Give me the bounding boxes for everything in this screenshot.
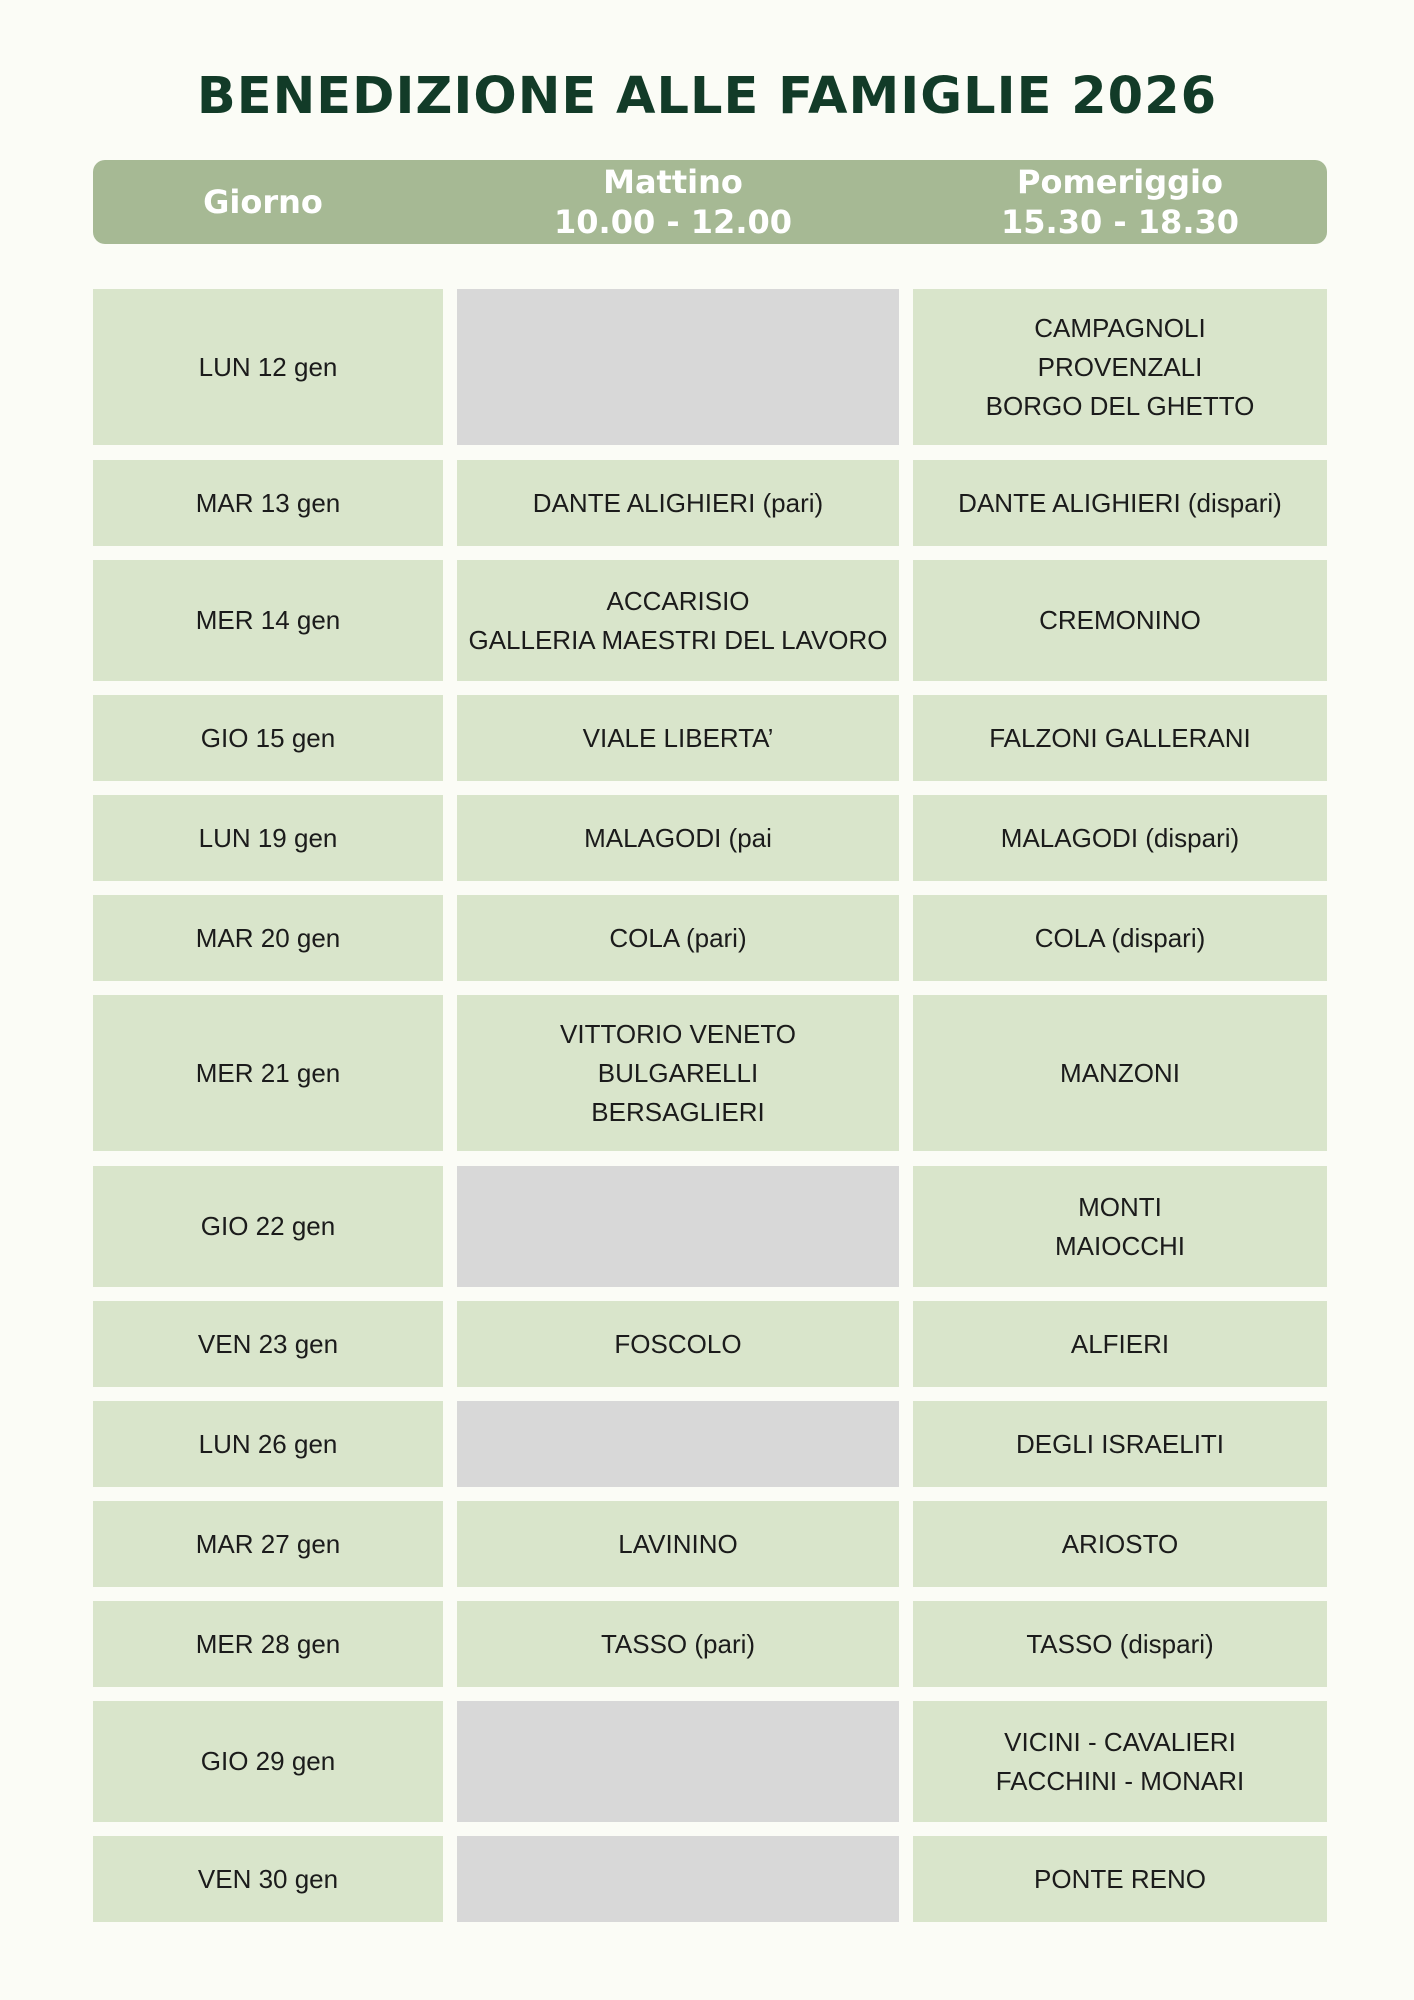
afternoon-cell-line: BORGO DEL GHETTO (985, 390, 1255, 421)
day-label: MAR 13 gen (195, 487, 341, 518)
table-row (93, 560, 1327, 681)
afternoon-cell (913, 1601, 1327, 1687)
afternoon-cell-line: COLA (dispari) (1034, 922, 1206, 953)
day-cell (93, 1501, 443, 1587)
morning-cell-line: BERSAGLIERI (591, 1096, 765, 1127)
header-afternoon-label: Pomeriggio (1017, 163, 1223, 201)
header-afternoon-time: 15.30 - 18.30 (1001, 203, 1239, 241)
day-cell (93, 895, 443, 981)
day-cell (93, 1401, 443, 1487)
table-row (93, 995, 1327, 1151)
morning-cell-line: LAVININO (618, 1528, 738, 1559)
day-cell (93, 560, 443, 681)
afternoon-cell (913, 1836, 1327, 1922)
day-label: GIO 29 gen (200, 1746, 336, 1776)
table-row (93, 1601, 1327, 1687)
afternoon-cell-line: ALFIERI (1070, 1328, 1170, 1359)
table-row (93, 1166, 1327, 1287)
header-day-label: Giorno (203, 183, 323, 221)
afternoon-cell (913, 895, 1327, 981)
afternoon-cell-line: MAIOCCHI (1055, 1230, 1185, 1261)
day-label: LUN 26 gen (198, 1428, 338, 1459)
table-row (93, 1836, 1327, 1922)
afternoon-cell (913, 1501, 1327, 1587)
day-cell (93, 1166, 443, 1287)
morning-cell-line: GALLERIA MAESTRI DEL LAVORO (468, 624, 888, 655)
afternoon-cell-line: FALZONI GALLERANI (989, 722, 1251, 753)
afternoon-cell (913, 795, 1327, 881)
morning-cell (457, 460, 899, 546)
page-title: BENEDIZIONE ALLE FAMIGLIE 2026 (196, 67, 1218, 126)
day-cell (93, 995, 443, 1151)
afternoon-cell-line: CREMONINO (1039, 605, 1201, 635)
day-label: VEN 23 gen (197, 1328, 339, 1359)
morning-cell (457, 995, 899, 1151)
day-cell (93, 1836, 443, 1922)
day-cell (93, 289, 443, 445)
table-row (93, 895, 1327, 981)
day-cell (93, 695, 443, 781)
morning-cell (457, 1836, 899, 1922)
table-row (93, 695, 1327, 781)
afternoon-cell-line: TASSO (dispari) (1026, 1628, 1214, 1659)
afternoon-cell (913, 289, 1327, 445)
afternoon-cell (913, 1301, 1327, 1387)
morning-cell-line: ACCARISIO (606, 585, 750, 616)
morning-cell (457, 1701, 899, 1822)
table-row (93, 1401, 1327, 1487)
afternoon-cell-line: FACCHINI - MONARI (995, 1765, 1245, 1796)
morning-cell (457, 695, 899, 781)
afternoon-cell-line: ARIOSTO (1061, 1528, 1179, 1559)
day-cell (93, 460, 443, 546)
morning-cell-line: VITTORIO VENETO (560, 1018, 796, 1049)
afternoon-cell (913, 560, 1327, 681)
header-morning-label: Mattino (603, 163, 743, 201)
afternoon-cell-line: PROVENZALI (1037, 351, 1203, 382)
header-morning-time: 10.00 - 12.00 (554, 203, 792, 241)
afternoon-cell-line: VICINI - CAVALIERI (1004, 1726, 1236, 1757)
table-row (93, 1301, 1327, 1387)
morning-cell (457, 1301, 899, 1387)
day-label: MAR 20 gen (195, 922, 341, 953)
day-label: VEN 30 gen (197, 1863, 339, 1894)
morning-cell-line: COLA (pari) (609, 922, 747, 953)
table-row (93, 795, 1327, 881)
morning-cell-line: DANTE ALIGHIERI (pari) (532, 487, 824, 518)
day-cell (93, 795, 443, 881)
morning-cell (457, 1166, 899, 1287)
day-label: GIO 22 gen (200, 1211, 336, 1241)
afternoon-cell-line: MONTI (1078, 1191, 1162, 1222)
afternoon-cell-line: MANZONI (1060, 1057, 1180, 1088)
afternoon-cell (913, 695, 1327, 781)
day-label: GIO 15 gen (200, 722, 336, 753)
day-label: LUN 19 gen (198, 822, 338, 853)
morning-cell-line: VIALE LIBERTA’ (582, 722, 774, 753)
afternoon-cell (913, 460, 1327, 546)
table-row (93, 1701, 1327, 1822)
day-label: MER 21 gen (195, 1057, 341, 1088)
morning-cell-line: TASSO (pari) (600, 1628, 756, 1659)
day-label: MER 28 gen (195, 1628, 341, 1659)
table-row (93, 289, 1327, 445)
morning-cell (457, 560, 899, 681)
afternoon-cell (913, 1166, 1327, 1287)
afternoon-cell-line: DANTE ALIGHIERI (dispari) (958, 487, 1282, 518)
afternoon-cell-line: MALAGODI (dispari) (1000, 822, 1240, 853)
table-row (93, 460, 1327, 546)
afternoon-cell (913, 995, 1327, 1151)
day-label: LUN 12 gen (198, 351, 338, 382)
morning-cell (457, 1601, 899, 1687)
afternoon-cell-line: DEGLI ISRAELITI (1015, 1428, 1225, 1459)
morning-cell (457, 289, 899, 445)
morning-cell (457, 1501, 899, 1587)
morning-cell-line: FOSCOLO (614, 1328, 742, 1359)
day-cell (93, 1301, 443, 1387)
afternoon-cell (913, 1401, 1327, 1487)
day-label: MAR 27 gen (195, 1528, 341, 1559)
morning-cell (457, 795, 899, 881)
morning-cell (457, 1401, 899, 1487)
day-cell (93, 1701, 443, 1822)
morning-cell (457, 895, 899, 981)
day-cell (93, 1601, 443, 1687)
morning-cell-line: MALAGODI (pai (584, 822, 772, 853)
table-row (93, 1501, 1327, 1587)
afternoon-cell (913, 1701, 1327, 1822)
day-label: MER 14 gen (195, 605, 341, 635)
afternoon-cell-line: PONTE RENO (1034, 1863, 1206, 1894)
morning-cell-line: BULGARELLI (597, 1057, 759, 1088)
afternoon-cell-line: CAMPAGNOLI (1034, 312, 1206, 343)
